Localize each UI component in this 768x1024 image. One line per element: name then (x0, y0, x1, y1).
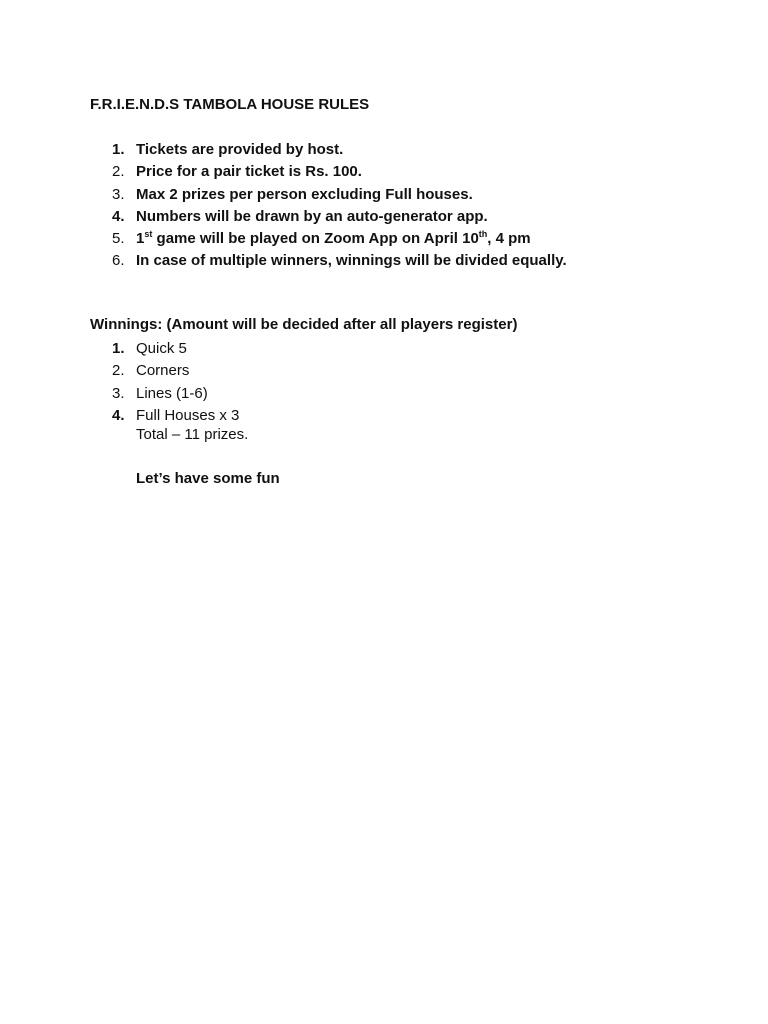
rule-item (90, 184, 567, 206)
winning-text: Full Houses x 3 (136, 406, 240, 424)
rule-number: 3. (112, 185, 125, 203)
winning-text: Lines (1-6) (136, 384, 208, 402)
rule-number: 6. (112, 252, 125, 270)
rule-number: 5. (112, 230, 125, 248)
winning-number: 4. (112, 406, 125, 424)
rule-text: Numbers will be drawn by an auto-generator app. (136, 207, 488, 225)
winning-number: 1. (112, 340, 125, 357)
rules-list (90, 139, 567, 273)
winning-number: 2. (112, 362, 125, 380)
winnings-list (90, 338, 239, 427)
rule-number: 1. (112, 141, 125, 158)
rule-item (90, 206, 567, 228)
rule-item (90, 139, 567, 161)
rule-text: In case of multiple winners, winnings will be divided equally. (136, 252, 567, 270)
rule-item (90, 250, 567, 272)
winning-text: Corners (136, 362, 190, 380)
rule-text-part: game will be played on Zoom App on April 10 (152, 230, 479, 248)
ordinal-superscript: st (144, 229, 153, 240)
closing-line: Let’s have some fun (136, 470, 280, 487)
rule-text-part: 1 (136, 230, 145, 248)
rule-text: Max 2 prizes per person excluding Full houses. (136, 185, 473, 203)
rule-item (90, 228, 567, 250)
rule-number: 4. (112, 207, 125, 225)
winning-text: Quick 5 (136, 340, 187, 357)
winning-number: 3. (112, 384, 125, 402)
rule-text-part: , 4 pm (487, 230, 531, 248)
rule-number: 2. (112, 163, 125, 181)
winning-item (90, 360, 239, 382)
winning-item (90, 338, 239, 360)
document-title: F.R.I.E.N.D.S TAMBOLA HOUSE RULES (90, 96, 370, 113)
rule-item (90, 161, 567, 183)
winnings-heading: Winnings: (Amount will be decided after all players register) (90, 316, 518, 333)
winning-item (90, 383, 239, 405)
ordinal-superscript: th (478, 229, 488, 240)
rule-text: Tickets are provided by host. (136, 141, 344, 158)
winning-item (90, 405, 239, 427)
rule-text: Price for a pair ticket is Rs. 100. (136, 163, 362, 181)
total-prizes: Total – 11 prizes. (136, 426, 249, 443)
